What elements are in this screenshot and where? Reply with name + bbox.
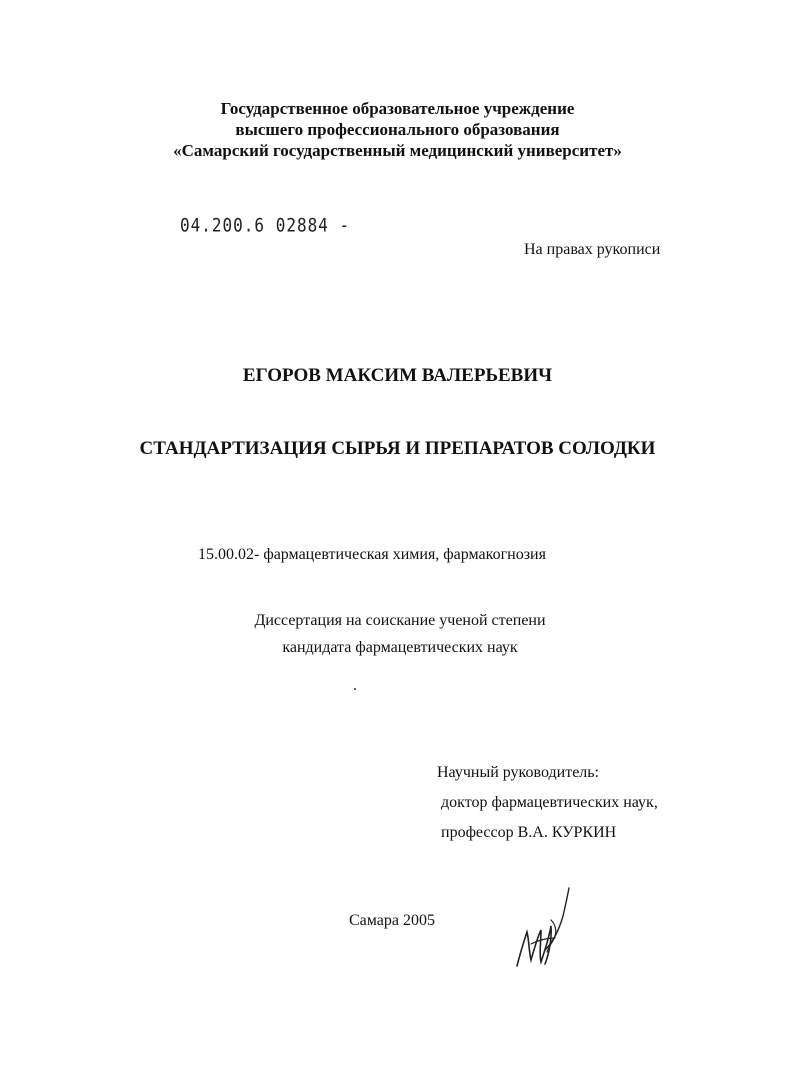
degree-line-2: кандидата фармацевтических наук xyxy=(282,639,518,656)
degree-statement xyxy=(0,607,795,661)
manuscript-note: На правах рукописи xyxy=(524,241,661,258)
city-year: Самара 2005 xyxy=(349,912,435,929)
institution-line-3: «Самарский государственный медицинский университет» xyxy=(173,141,622,160)
specialty-code: 15.00.02- фармацевтическая химия, фармакогнозия xyxy=(198,546,546,563)
stray-dot xyxy=(354,688,356,690)
registration-stamp: 04.200.6 02884 - xyxy=(180,214,351,236)
author-name: ЕГОРОВ МАКСИМ ВАЛЕРЬЕВИЧ xyxy=(242,365,553,386)
supervisor-block xyxy=(437,758,658,848)
supervisor-label: Научный руководитель: xyxy=(437,764,600,781)
institution-line-1: Государственное образовательное учреждение xyxy=(220,99,575,118)
institution-line-2: высшего профессионального образования xyxy=(235,120,560,139)
dissertation-title: СТАНДАРТИЗАЦИЯ СЫРЬЯ И ПРЕПАРАТОВ СОЛОДКИ xyxy=(139,438,656,459)
signature-icon xyxy=(505,880,575,980)
supervisor-degree: доктор фармацевтических наук, xyxy=(441,794,658,811)
degree-line-1: Диссертация на соискание ученой степени xyxy=(254,612,546,629)
supervisor-name: профессор В.А. КУРКИН xyxy=(441,824,617,841)
institution-header xyxy=(0,98,795,161)
